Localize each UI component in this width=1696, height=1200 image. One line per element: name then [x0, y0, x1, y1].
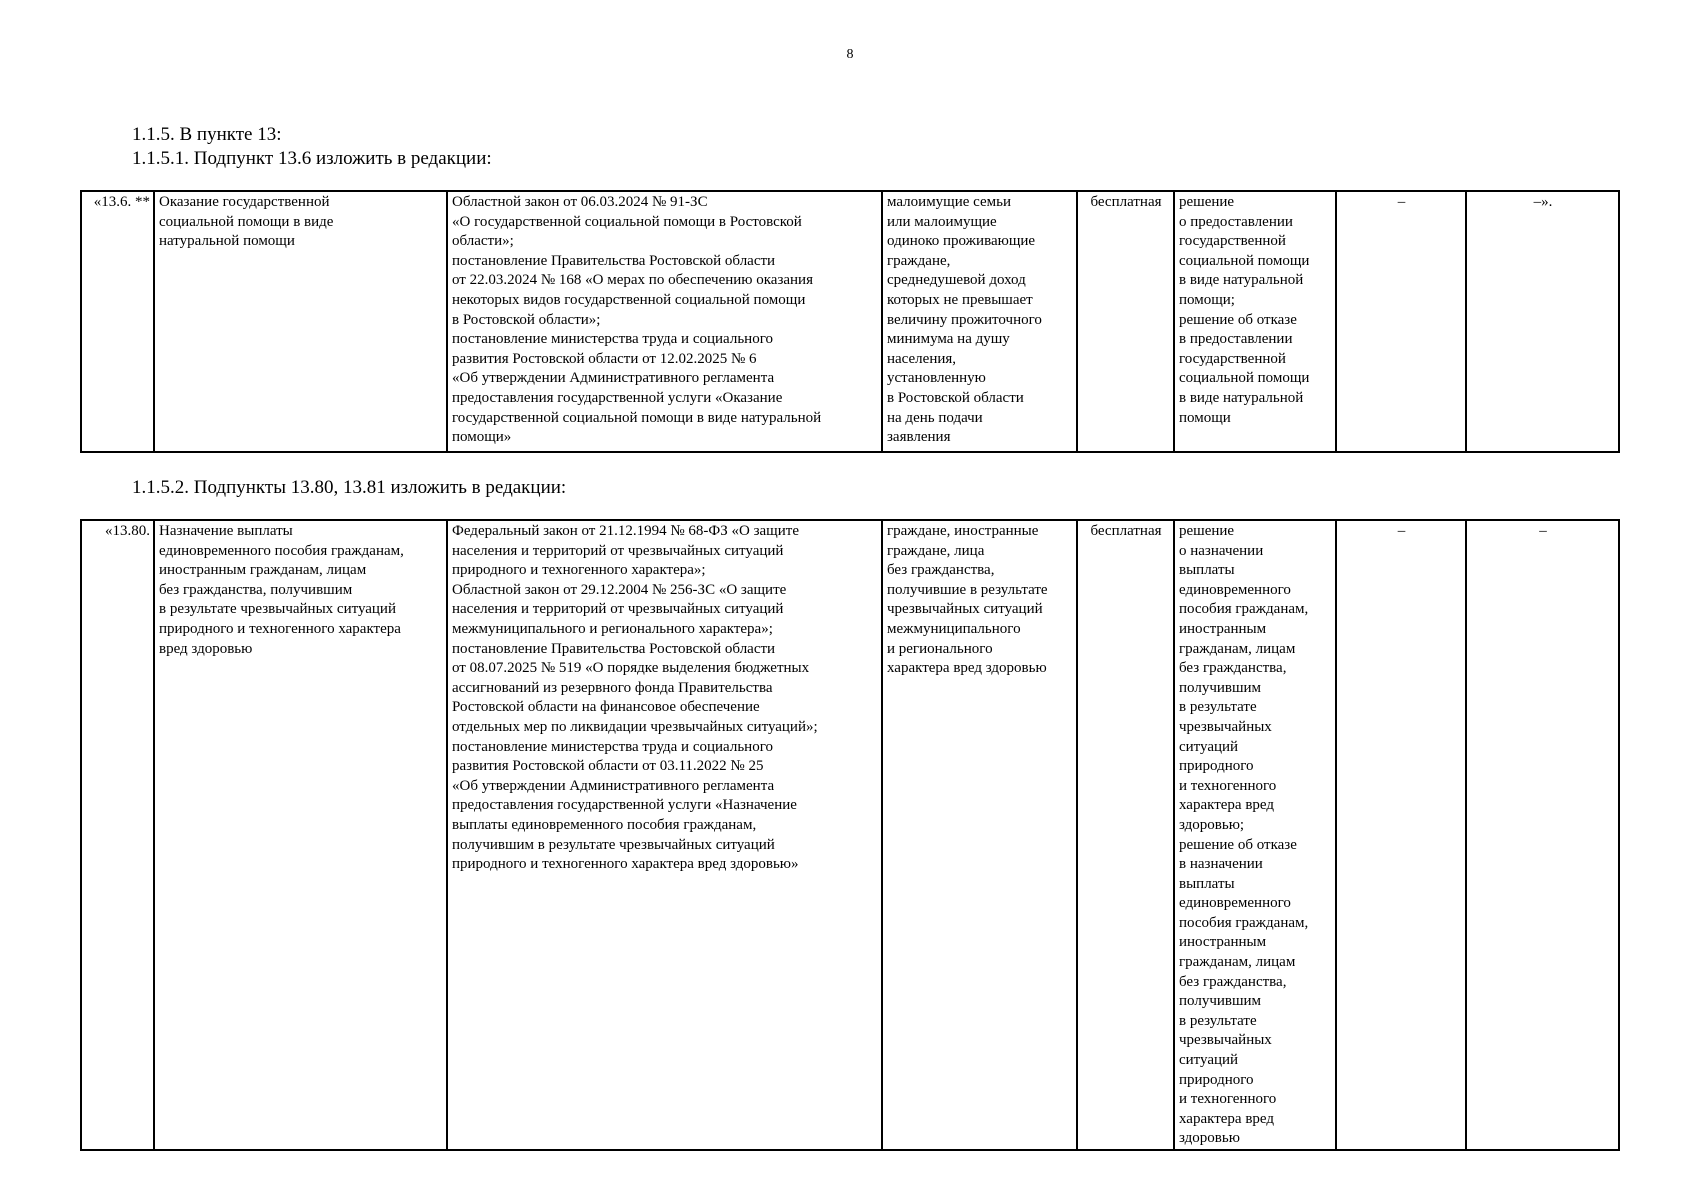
cost: бесплатная: [1077, 520, 1174, 1150]
column-8-value: –: [1336, 191, 1466, 452]
subsection-2-heading: 1.1.5.2. Подпункты 13.80, 13.81 изложить в редакции:: [132, 477, 567, 498]
row-number: «13.80.: [81, 520, 154, 1150]
row-number: «13.6. **: [81, 191, 154, 452]
column-9-value: –».: [1466, 191, 1619, 452]
column-8-value: –: [1336, 520, 1466, 1150]
result: решение о назначении выплаты единовременного пособия гражданам, иностранным гражданам, лицам без гражданства, получившим в результате чрезвычайных ситуаций природного и техногенного характера вред здоровью; решение об отказе в назначении выплаты единовременного пособия гражданам, иностранным гражданам, лицам без гражданства, получившим в результате чрезвычайных ситуаций природного и техногенного характера вред здоровью: [1174, 520, 1336, 1150]
table-row: [81, 520, 1619, 1150]
result: решение о предоставлении государственной социальной помощи в виде натуральной помощи; решение об отказе в предоставлении государственной социальной помощи в виде натуральной помощи: [1174, 191, 1336, 452]
legal-basis: Областной закон от 06.03.2024 № 91-ЗС «О государственной социальной помощи в Ростовской области»; постановление Правительства Ростовской области от 22.03.2024 № 168 «О мерах по обеспечению оказания некоторых видов государственной социальной помощи в Ростовской области»; постановление министерства труда и социального развития Ростовской области от 12.02.2025 № 6 «Об утверждении Административного регламента предоставления государственной услуги «Оказание государственной социальной помощи в виде натуральной помощи»: [447, 191, 882, 452]
section-heading: 1.1.5. В пункте 13:: [132, 124, 282, 145]
legal-basis: Федеральный закон от 21.12.1994 № 68-ФЗ «О защите населения и территорий от чрезвычайных ситуаций природного и техногенного характера»; Областной закон от 29.12.2004 № 256-ЗС «О защите населения и территорий от чрезвычайных ситуаций межмуниципального и регионального характера»; постановление Правительства Ростовской области от 08.07.2025 № 519 «О порядке выделения бюджетных ассигнований из резервного фонда Правительства Ростовской области на финансовое обеспечение отдельных мер по ликвидации чрезвычайных ситуаций»; постановление министерства труда и социального развития Ростовской области от 03.11.2022 № 25 «Об утверждении Административного регламента предоставления государственной услуги «Назначение выплаты единовременного пособия гражданам, получившим в результате чрезвычайных ситуаций природного и техногенного характера вред здоровью»: [447, 520, 882, 1150]
table-13-80: [80, 519, 1620, 1151]
table-13-6: [80, 190, 1620, 453]
cost: бесплатная: [1077, 191, 1174, 452]
page-number: 8: [846, 47, 854, 62]
recipients: малоимущие семьи или малоимущие одиноко проживающие граждане, среднедушевой доход которых не превышает величину прожиточного минимума на душу населения, установленную в Ростовской области на день подачи заявления: [882, 191, 1077, 452]
column-9-value: –: [1466, 520, 1619, 1150]
service-name: Назначение выплаты единовременного пособия гражданам, иностранным гражданам, лицам без гражданства, получившим в результате чрезвычайных ситуаций природного и техногенного характера вред здоровью: [154, 520, 447, 1150]
service-name: Оказание государственной социальной помощи в виде натуральной помощи: [154, 191, 447, 452]
subsection-1-heading: 1.1.5.1. Подпункт 13.6 изложить в редакции:: [132, 148, 492, 169]
recipients: граждане, иностранные граждане, лица без гражданства, получившие в результате чрезвычайных ситуаций межмуниципального и регионального характера вред здоровью: [882, 520, 1077, 1150]
table-row: [81, 191, 1619, 452]
